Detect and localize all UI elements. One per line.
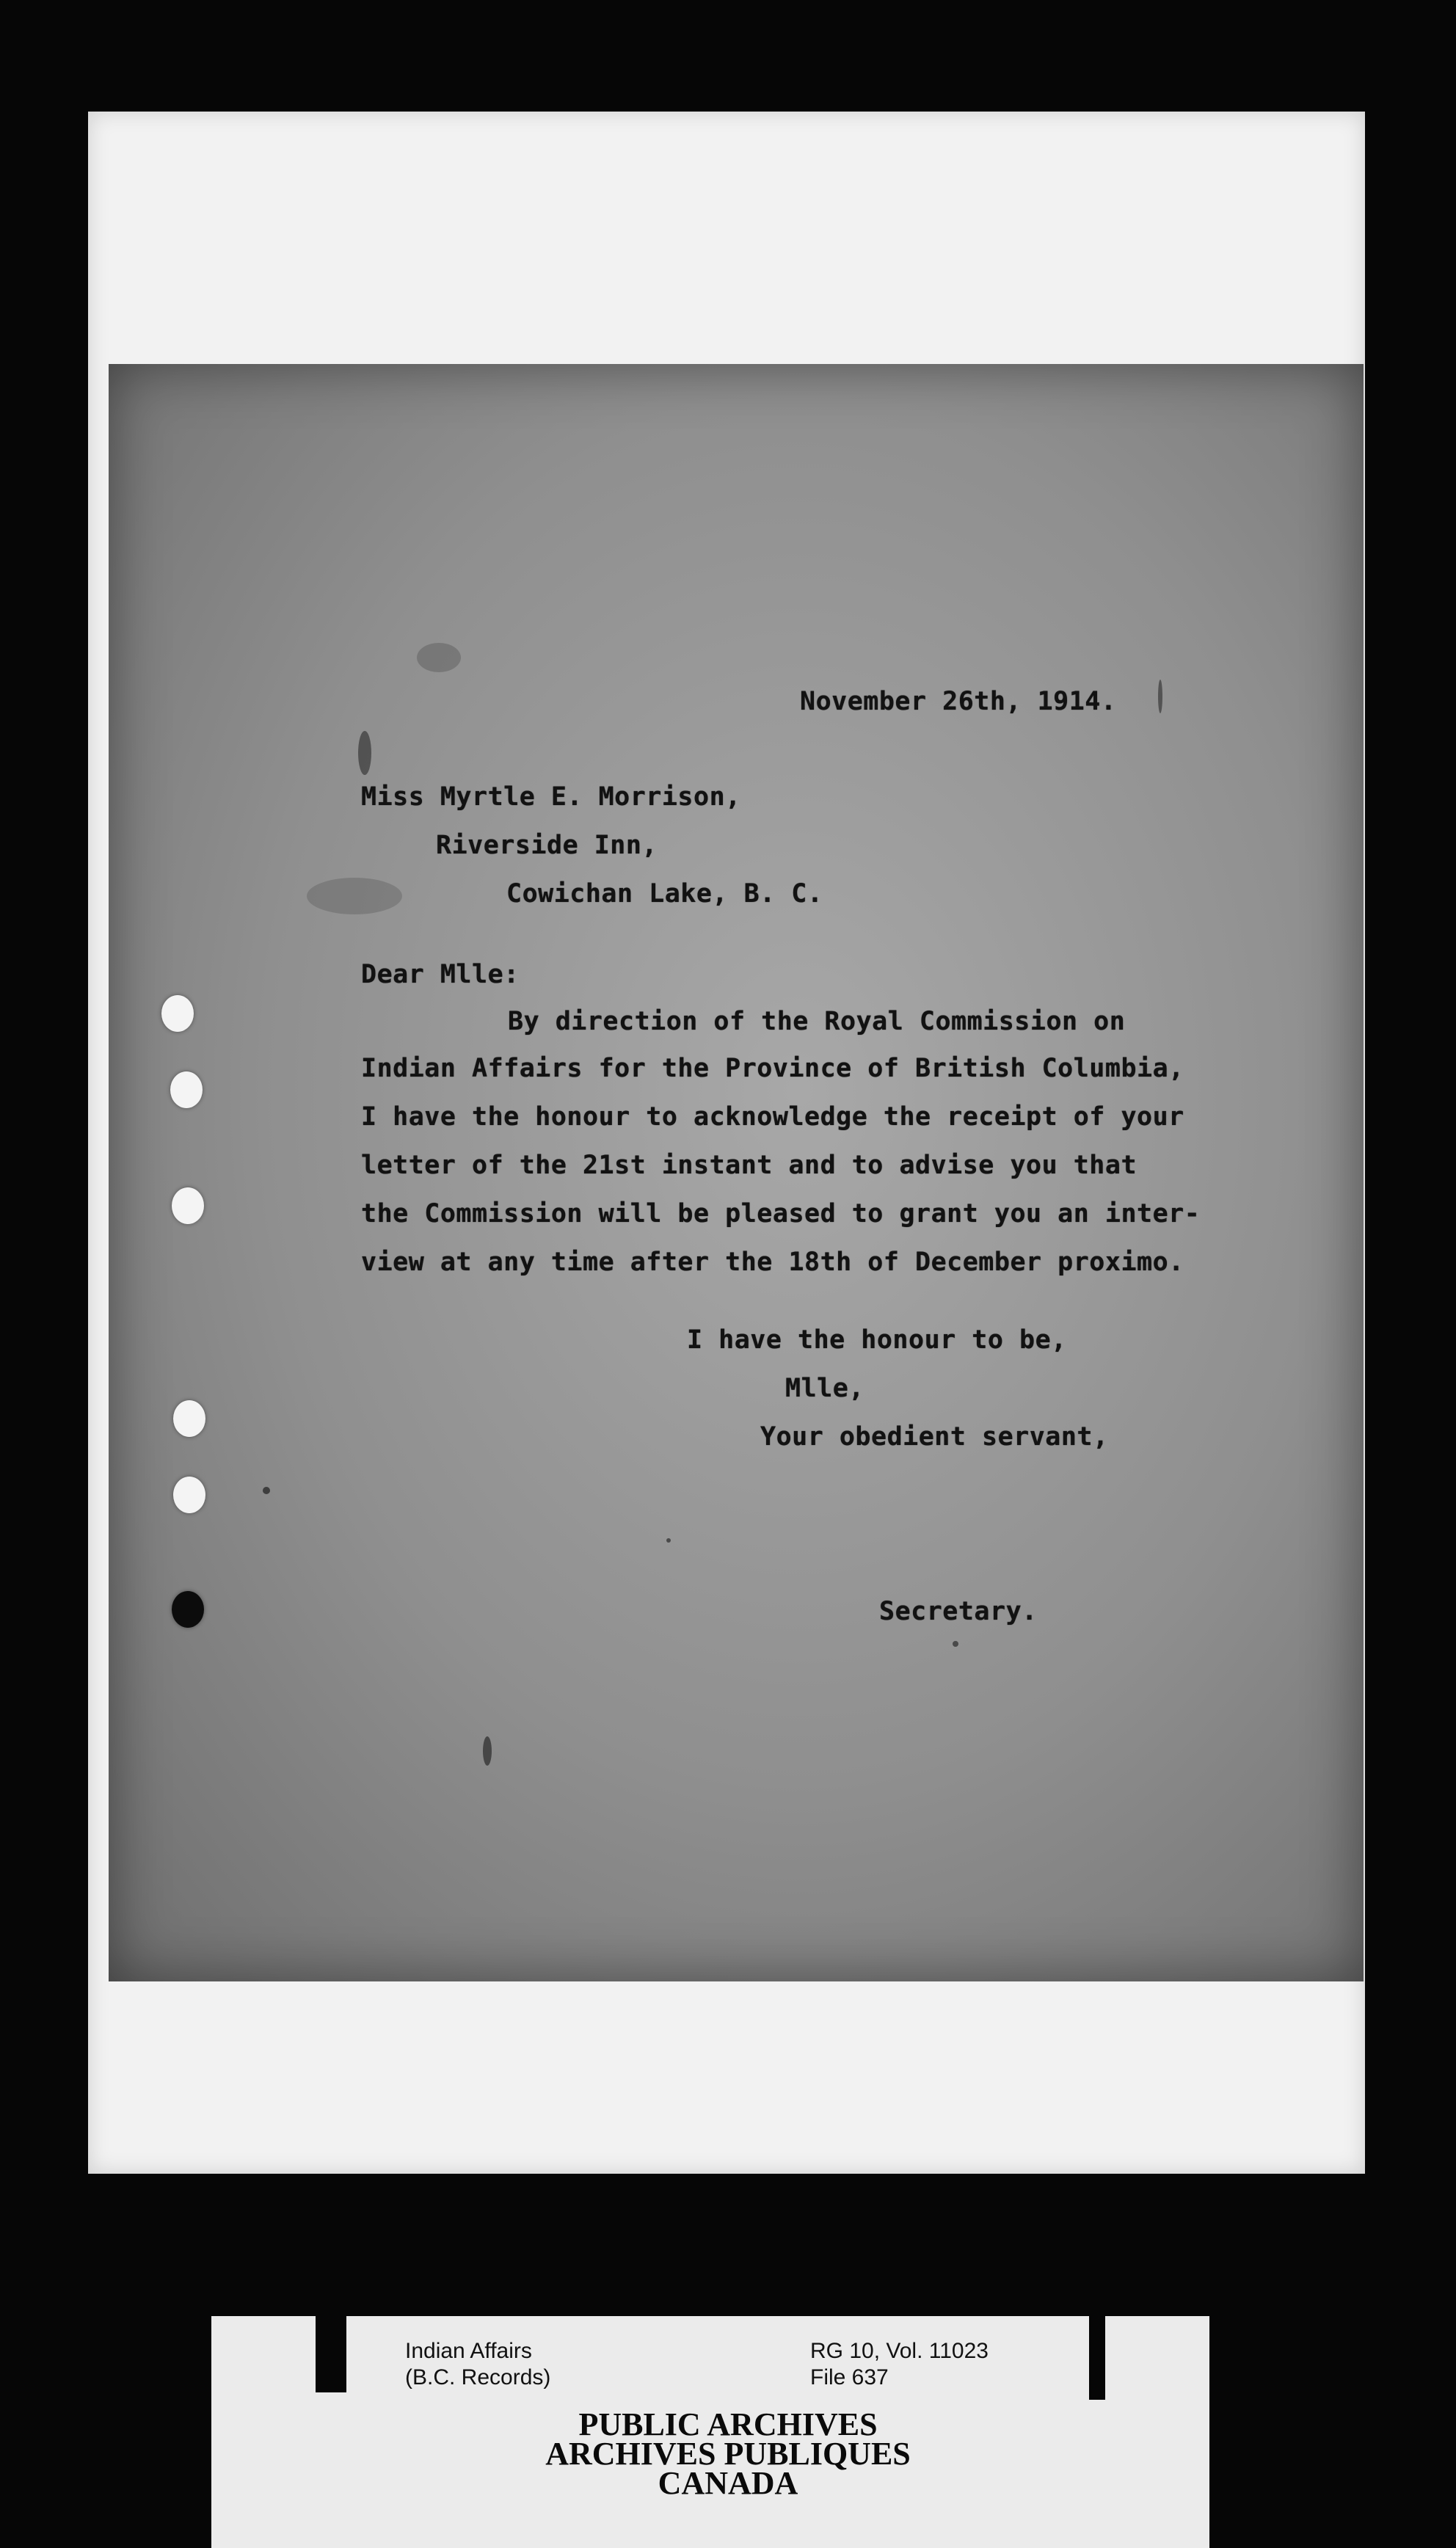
series-subtitle: (B.C. Records)	[405, 2365, 551, 2389]
file-number: File 637	[810, 2365, 889, 2389]
body-line: letter of the 21st instant and to advise you that	[361, 1151, 1138, 1180]
series-name: Indian Affairs	[405, 2339, 532, 2363]
punch-hole	[172, 1591, 204, 1628]
recipient-address-line: Cowichan Lake, B. C.	[506, 879, 823, 909]
recipient-address-line: Riverside Inn,	[436, 831, 658, 860]
body-line: By direction of the Royal Commission on	[508, 1007, 1126, 1036]
dust-speck	[307, 878, 402, 914]
punch-hole	[161, 995, 194, 1032]
body-line: view at any time after the 18th of December proximo.	[361, 1248, 1184, 1277]
dust-speck	[263, 1487, 270, 1494]
signature-title: Secretary.	[879, 1597, 1038, 1626]
body-line: the Commission will be pleased to grant you an inter-	[361, 1199, 1201, 1228]
letter-date: November 26th, 1914.	[800, 687, 1117, 716]
closing-line: Your obedient servant,	[760, 1422, 1109, 1452]
punch-hole	[173, 1477, 205, 1513]
recipient-name: Miss Myrtle E. Morrison,	[361, 782, 741, 812]
salutation: Dear Mlle:	[361, 960, 520, 989]
letter-page	[109, 364, 1364, 1981]
archives-title-fr: ARCHIVES PUBLIQUES	[545, 2436, 911, 2472]
body-line: I have the honour to acknowledge the receipt of your	[361, 1102, 1184, 1132]
label-notch	[1089, 2312, 1105, 2400]
dust-speck	[666, 1538, 671, 1543]
archives-title-en: PUBLIC ARCHIVES	[578, 2406, 878, 2442]
dust-speck	[483, 1736, 492, 1766]
punch-hole	[172, 1187, 204, 1224]
body-line: Indian Affairs for the Province of British Columbia,	[361, 1054, 1184, 1083]
closing-line: Mlle,	[785, 1374, 864, 1403]
punch-hole	[173, 1400, 205, 1437]
dust-speck	[358, 731, 371, 775]
dust-speck	[417, 643, 461, 672]
punch-hole	[170, 1071, 203, 1108]
archives-title-country: CANADA	[658, 2465, 798, 2501]
reference-number: RG 10, Vol. 11023	[810, 2339, 989, 2363]
closing-line: I have the honour to be,	[687, 1325, 1067, 1355]
dust-speck	[953, 1641, 958, 1647]
dust-speck	[1158, 680, 1162, 713]
label-notch	[316, 2312, 346, 2392]
